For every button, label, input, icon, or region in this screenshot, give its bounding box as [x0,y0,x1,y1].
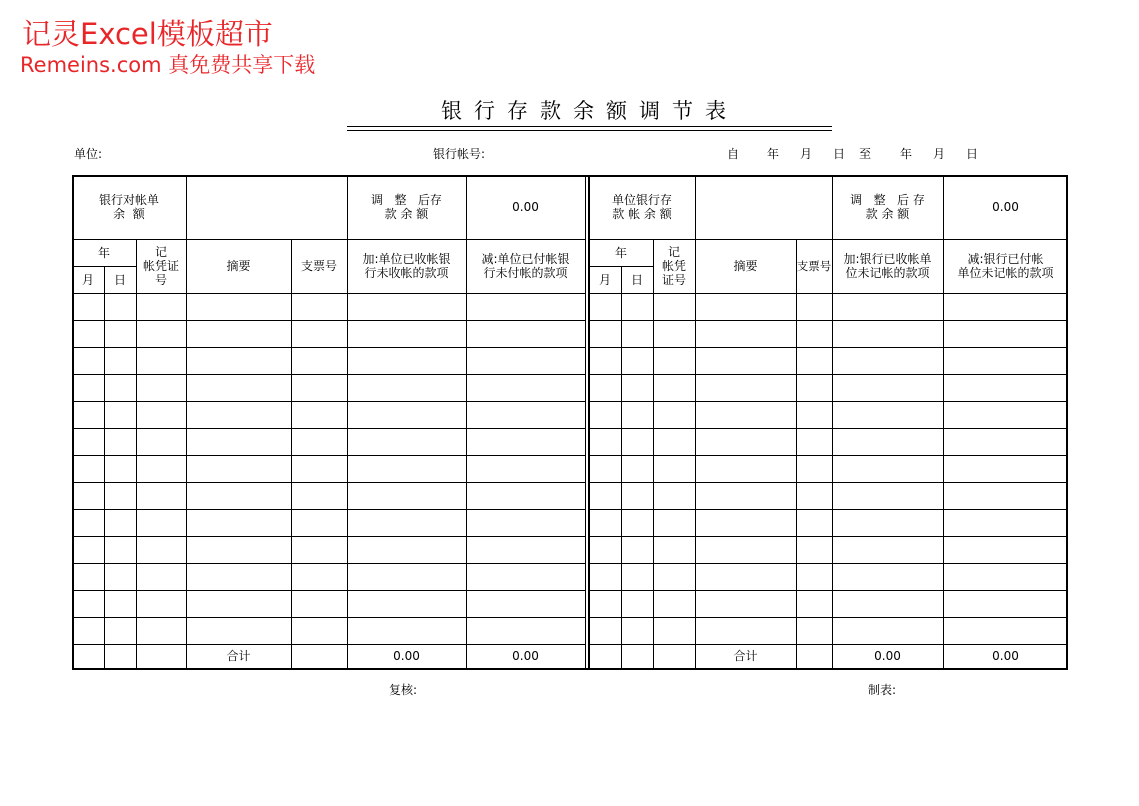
title-underline-bottom [347,130,832,131]
preparer-label: 制表: [868,683,897,697]
header-line: 单位银行存 [611,193,672,207]
left-total-add: 0.00 [393,648,420,663]
header-line: 款 帐 余 额 [612,207,672,221]
left-year-header: 年 [97,245,110,260]
right-month-header: 月 [598,272,611,287]
table-border [72,175,1068,177]
header-line: 证号 [661,273,686,287]
header-line: 银行对帐单 [98,193,159,207]
grid-line [589,374,1068,375]
date-to-day: 日 [966,147,979,161]
grid-line [291,239,292,670]
header-line: 位未记帐的款项 [845,266,930,280]
grid-line [72,374,585,375]
table-border [1066,175,1068,670]
right-less-items-header [943,239,1068,293]
left-month-header: 月 [81,272,94,287]
grid-line [589,590,1068,591]
right-add-items-header [832,239,943,293]
right-total-less: 0.00 [992,648,1019,663]
left-total-label: 合计 [226,648,251,663]
header-line: 行未付帐的款项 [483,266,568,280]
right-check-no-header: 支票号 [796,259,832,273]
left-adjusted-balance-value[interactable]: 0.00 [512,200,539,214]
grid-line [466,175,467,670]
book-balance-header [589,175,695,239]
left-add-items-header [347,239,466,293]
left-voucher-header [136,239,186,293]
header-line: 减:单位已付帐银 [481,252,570,266]
header-line: 款 余 额 [384,207,429,221]
grid-line [72,644,585,645]
unit-label: 单位: [74,147,103,161]
grid-line [653,239,654,670]
grid-line [589,239,1068,240]
left-day-header: 日 [113,272,126,287]
page-title: 银行存款余额调节表 [441,99,738,123]
reviewer-label: 复核: [389,683,418,697]
grid-line [832,175,833,670]
grid-line [589,320,1068,321]
grid-line [72,347,585,348]
left-adjusted-balance-header [347,175,466,239]
date-from-year: 年 [767,147,780,161]
grid-line [136,239,137,670]
right-summary-header: 摘要 [733,259,758,273]
section-divider [588,175,590,670]
right-total-label: 合计 [733,648,758,663]
grid-line [589,617,1068,618]
grid-line [589,293,1068,294]
grid-line [72,509,585,510]
header-line: 记 [667,245,680,259]
grid-line [72,455,585,456]
grid-line [72,401,585,402]
header-line: 记 [154,245,167,259]
date-from-month: 月 [800,147,813,161]
grid-line [72,536,585,537]
grid-line [621,266,622,670]
reconciliation-table [72,175,1068,670]
date-to-month: 月 [933,147,946,161]
grid-line [72,563,585,564]
grid-line [72,293,585,294]
right-year-header: 年 [614,245,627,260]
header-line: 帐凭证 [142,259,179,273]
title-underline-top [347,126,832,127]
table-border [72,175,74,670]
grid-line [589,482,1068,483]
bank-statement-balance-value[interactable] [186,175,347,239]
header-line: 加:银行已收帐单 [843,252,932,266]
watermark-subtitle: Remeins.com 真免费共享下载 [20,53,316,77]
grid-line [589,509,1068,510]
header-line: 帐凭 [661,259,686,273]
table-border [72,668,1068,670]
grid-line [589,563,1068,564]
header-line: 号 [154,273,167,287]
grid-line [72,239,585,240]
grid-line [589,455,1068,456]
grid-line [943,175,944,670]
date-to-year: 年 [900,147,913,161]
date-from-day: 日 [833,147,846,161]
header-line: 行未收帐的款项 [364,266,449,280]
grid-line [695,175,696,670]
grid-line [796,239,797,670]
grid-line [589,644,1068,645]
left-summary-header: 摘要 [226,259,251,273]
left-less-items-header [466,239,585,293]
grid-line [72,590,585,591]
grid-line [589,401,1068,402]
header-line: 单位未记帐的款项 [957,266,1054,280]
grid-line [347,175,348,670]
header-line: 调 整 后 存 [850,193,925,207]
right-voucher-header [653,239,695,293]
grid-line [72,482,585,483]
grid-line [589,536,1068,537]
right-adjusted-balance-header [832,175,943,239]
grid-line [72,320,585,321]
bank-statement-balance-header [72,175,186,239]
grid-line [589,428,1068,429]
header-line: 加:单位已收帐银 [362,252,451,266]
header-line: 减:银行已付帐 [967,252,1044,266]
grid-line [186,175,187,670]
right-total-add: 0.00 [874,648,901,663]
account-label: 银行帐号: [433,147,486,161]
left-total-less: 0.00 [512,648,539,663]
right-adjusted-balance-value[interactable]: 0.00 [992,200,1019,214]
date-from-label: 自 [727,147,740,161]
header-line: 余 额 [113,207,145,221]
grid-line [72,428,585,429]
header-line: 款 余 额 [865,207,910,221]
right-day-header: 日 [630,272,643,287]
header-line: 调 整 后存 [371,193,442,207]
grid-line [72,617,585,618]
watermark-title: 记灵Excel模板超市 [22,17,273,51]
grid-line [589,347,1068,348]
date-to-label: 至 [859,147,872,161]
section-divider [585,175,586,670]
left-check-no-header: 支票号 [300,259,337,273]
grid-line [104,266,105,670]
book-balance-value[interactable] [695,175,832,239]
